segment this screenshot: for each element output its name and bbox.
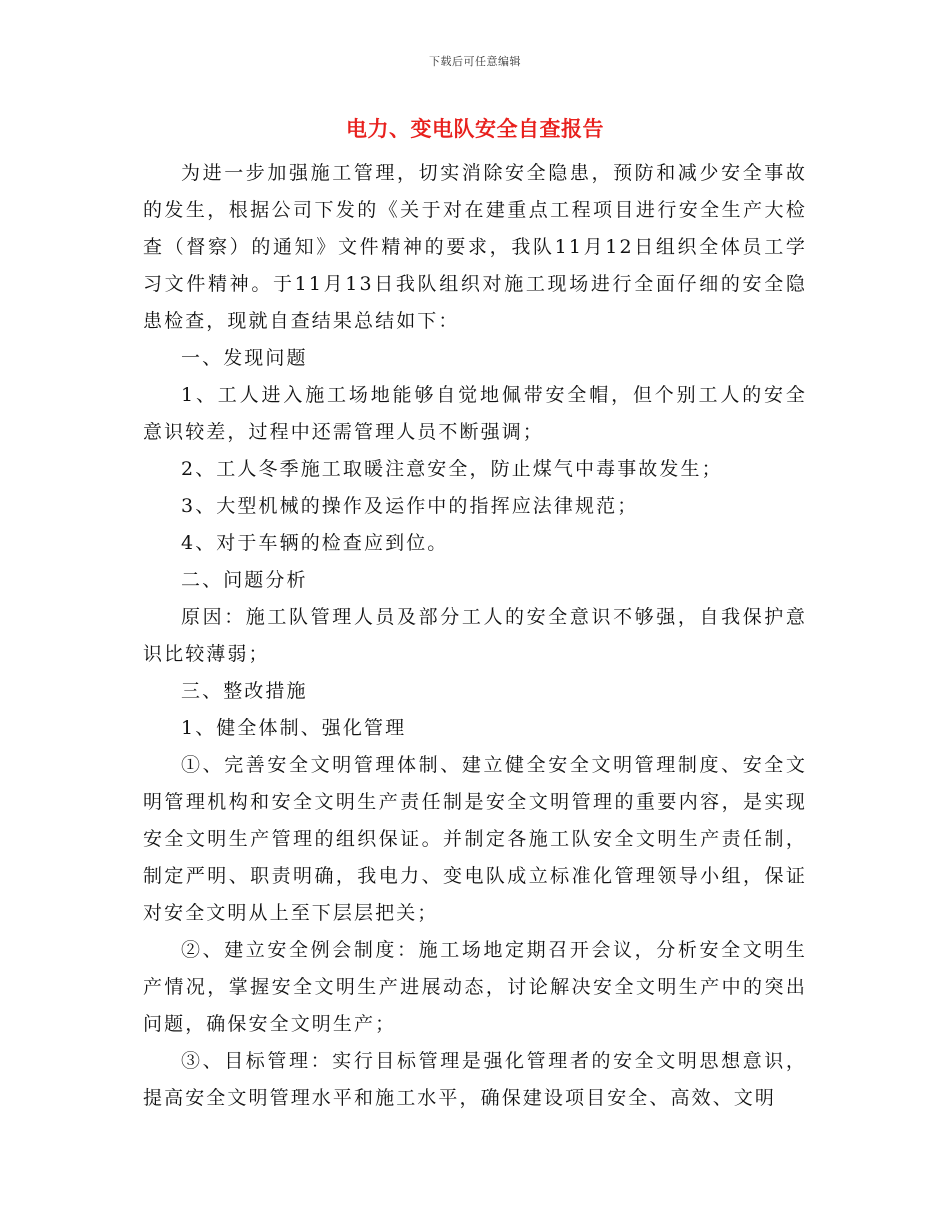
problem-item-2: 2、工人冬季施工取暖注意安全，防止煤气中毒事故发生； [181,458,723,480]
intro-paragraph: 为进一步加强施工管理，切实消除安全隐患，预防和减少安全事故的发生，根据公司下发的《关于对在建重点工程项目进行安全生产大检查（督察）的通知》文件精神的要求，我队11月12日组织全体员工学习文件精神。于11月13日我队组织对施工现场进行全面仔细的安全隐患检查，现就自查结果总结如下： [143,162,807,332]
section-heading-analysis: 二、问题分析 [181,569,308,591]
analysis-paragraph: 原因：施工队管理人员及部分工人的安全意识不够强，自我保护意识比较薄弱； [143,606,807,665]
document-title: 电力、变电队安全自查报告 [346,116,604,141]
section-heading-measures: 三、整改措施 [181,680,308,702]
measure-subheading-1: 1、健全体制、强化管理 [181,717,407,739]
measure-item-3: ③、目标管理：实行目标管理是强化管理者的安全文明思想意识，提高安全文明管理水平和施工水平，确保建设项目安全、高效、文明 [143,1050,807,1109]
document-body [143,155,807,1117]
problem-item-4: 4、对于车辆的检查应到位。 [181,532,449,554]
problem-item-1: 1、工人进入施工场地能够自觉地佩带安全帽，但个别工人的安全意识较差，过程中还需管理人员不断强调； [143,384,807,443]
measure-item-2: ②、建立安全例会制度：施工场地定期召开会议，分析安全文明生产情况，掌握安全文明生产进展动态，讨论解决安全文明生产中的突出问题，确保安全文明生产； [143,939,807,1035]
page-header: 下载后可任意编辑 [429,55,521,68]
problem-item-3: 3、大型机械的操作及运作中的指挥应法律规范； [181,495,639,517]
section-heading-problems: 一、发现问题 [181,347,308,369]
measure-item-1: ①、完善安全文明管理体制、建立健全安全文明管理制度、安全文明管理机构和安全文明生产责任制是安全文明管理的重要内容，是实现安全文明生产管理的组织保证。并制定各施工队安全文明生产责任制，制定严明、职责明确，我电力、变电队成立标准化管理领导小组，保证对安全文明从上至下层层把关； [143,754,807,924]
